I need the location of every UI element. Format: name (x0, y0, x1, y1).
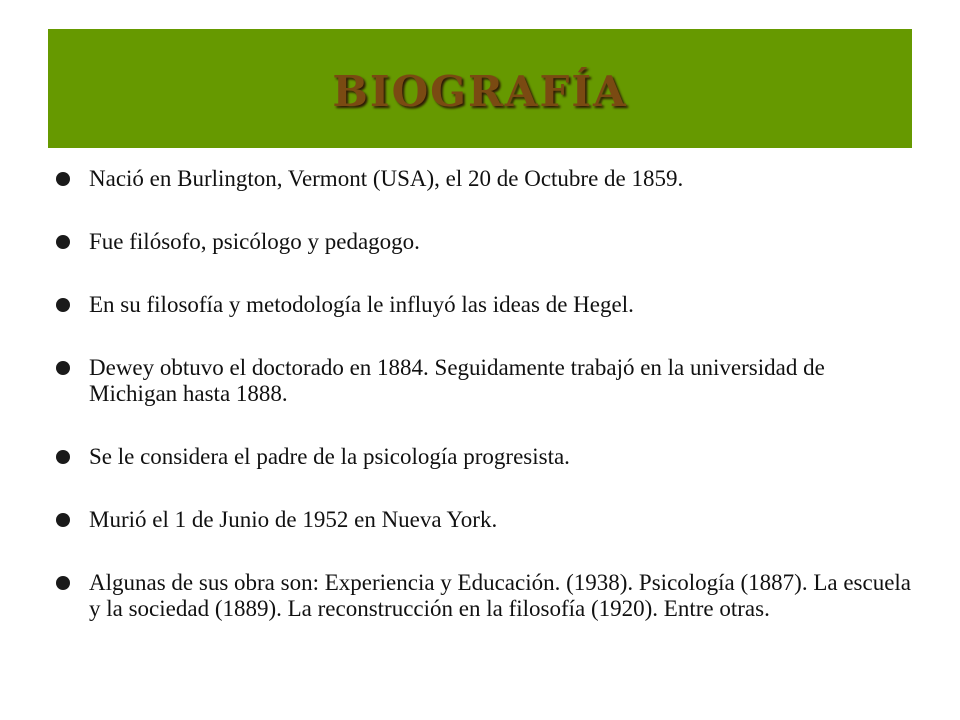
bullet-item-birth (56, 166, 916, 192)
bullet-dot-icon (56, 235, 70, 249)
bullet-dot-icon (56, 298, 70, 312)
bullet-item-works (56, 570, 916, 622)
bullet-text: Algunas de sus obra son: Experiencia y Educación. (1938). Psicología (1887). La escuela y la sociedad (1889). La reconstrucción en la filosofía (1920). Entre otras. (89, 570, 912, 621)
bullet-dot-icon (56, 513, 70, 527)
bullet-dot-icon (56, 450, 70, 464)
bullet-dot-icon (56, 172, 70, 186)
bullet-text: Se le considera el padre de la psicología progresista. (89, 444, 570, 469)
bullet-dot-icon (56, 361, 70, 375)
bullet-item-legacy (56, 444, 916, 470)
bullet-text: En su filosofía y metodología le influyó las ideas de Hegel. (89, 292, 634, 317)
bullet-dot-icon (56, 576, 70, 590)
bullet-item-death (56, 507, 916, 533)
slide-title: BIOGRAFÍA (332, 67, 628, 116)
bullet-text: Dewey obtuvo el doctorado en 1884. Seguidamente trabajó en la universidad de Michigan hasta 1888. (89, 355, 825, 406)
bullet-item-profession (56, 229, 916, 255)
bullet-text: Nació en Burlington, Vermont (USA), el 20 de Octubre de 1859. (89, 166, 684, 191)
bullet-text: Fue filósofo, psicólogo y pedagogo. (89, 229, 420, 254)
bullet-item-influence (56, 292, 916, 318)
bullet-item-doctorate (56, 355, 916, 407)
bullet-list (56, 166, 916, 622)
bullet-text: Murió el 1 de Junio de 1952 en Nueva York. (89, 507, 498, 532)
